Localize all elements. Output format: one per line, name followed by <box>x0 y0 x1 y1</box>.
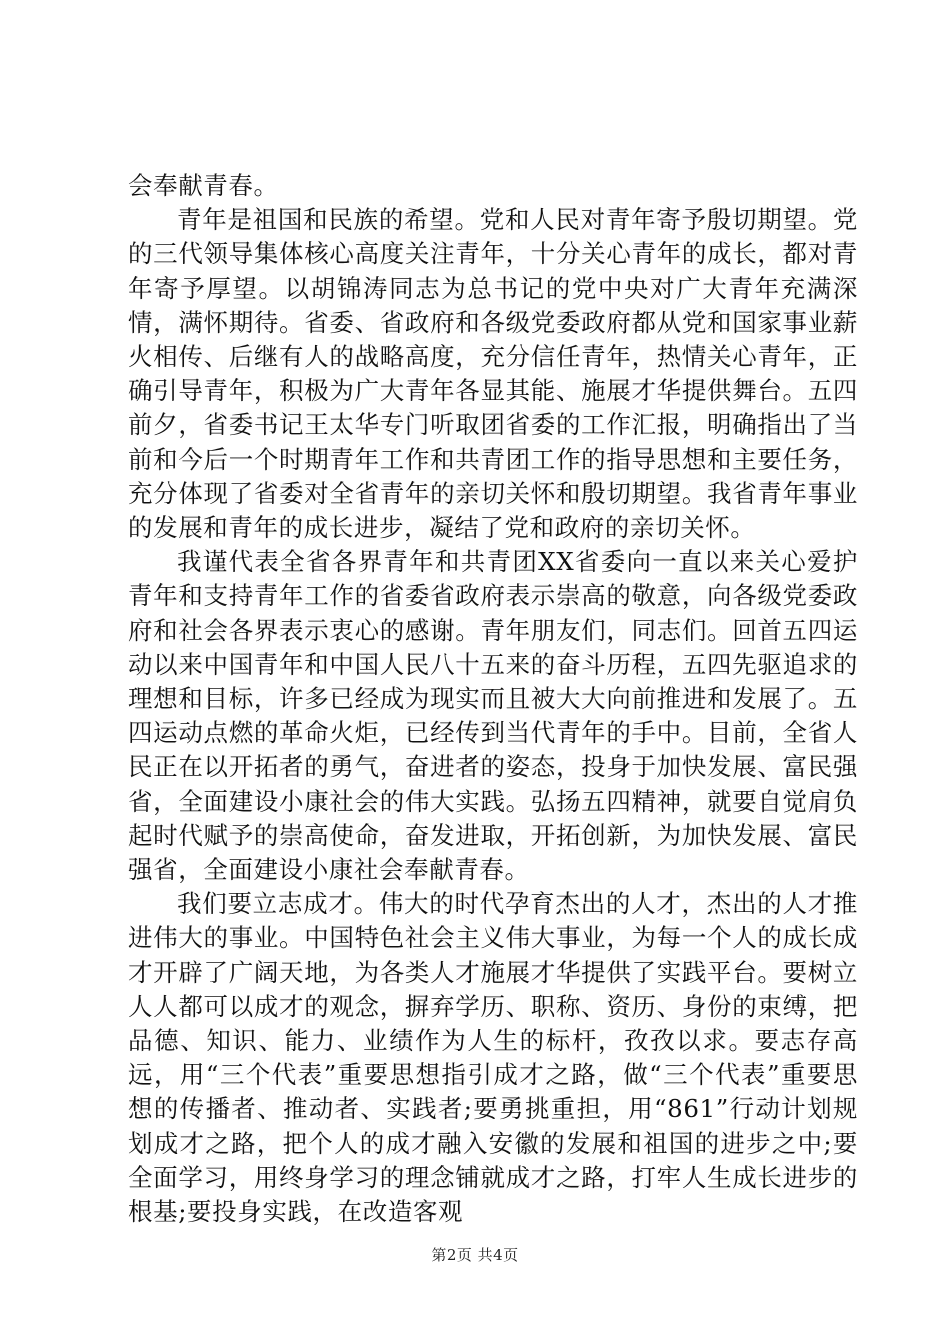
document-body <box>128 169 858 1229</box>
paragraph-2: 青年是祖国和民族的希望。党和人民对青年寄予殷切期望。党的三代领导集体核心高度关注青年，十分关心青年的成长，都对青年寄予厚望。以胡锦涛同志为总书记的党中央对广大青年充满深情，满怀期待。省委、省政府和各级党委政府都从党和国家事业薪火相传、后继有人的战略高度，充分信任青年，热情关心青年，正确引导青年，积极为广大青年各显其能、施展才华提供舞台。五四前夕，省委书记王太华专门听取团省委的工作汇报，明确指出了当前和今后一个时期青年工作和共青团工作的指导思想和主要任务，充分体现了省委对全省青年的亲切关怀和殷切期望。我省青年事业的发展和青年的成长进步，凝结了党和政府的亲切关怀。 <box>128 205 858 543</box>
paragraph-1: 会奉献青春。 <box>128 171 279 200</box>
paragraph-4: 我们要立志成才。伟大的时代孕育杰出的人才，杰出的人才推进伟大的事业。中国特色社会主义伟大事业，为每一个人的成长成才开辟了广阔天地，为各类人才施展才华提供了实践平台。要树立人人都可以成才的观念，摒弃学历、职称、资历、身份的束缚，把品德、知识、能力、业绩作为人生的标杆，孜孜以求。要志存高远，用“三个代表”重要思想指引成才之路，做“三个代表”重要思想的传播者、推动者、实践者;要勇挑重担，用“861”行动计划规划成才之路，把个人的成才融入安徽的发展和祖国的进步之中;要全面学习，用终身学习的理念铺就成才之路，打牢人生成长进步的根基;要投身实践，在改造客观 <box>128 889 858 1227</box>
page-number-footer: 第2页 共4页 <box>431 1246 519 1264</box>
paragraph-3: 我谨代表全省各界青年和共青团XX省委向一直以来关心爱护青年和支持青年工作的省委省政府表示崇高的敬意，向各级党委政府和社会各界表示衷心的感谢。青年朋友们，同志们。回首五四运动以来中国青年和中国人民八十五来的奋斗历程，五四先驱追求的理想和目标，许多已经成为现实而且被大大向前推进和发展了。五四运动点燃的革命火炬，已经传到当代青年的手中。目前，全省人民正在以开拓者的勇气，奋进者的姿态，投身于加快发展、富民强省，全面建设小康社会的伟大实践。弘扬五四精神，就要自觉肩负起时代赋予的崇高使命，奋发进取，开拓创新，为加快发展、富民强省，全面建设小康社会奉献青春。 <box>128 547 858 885</box>
